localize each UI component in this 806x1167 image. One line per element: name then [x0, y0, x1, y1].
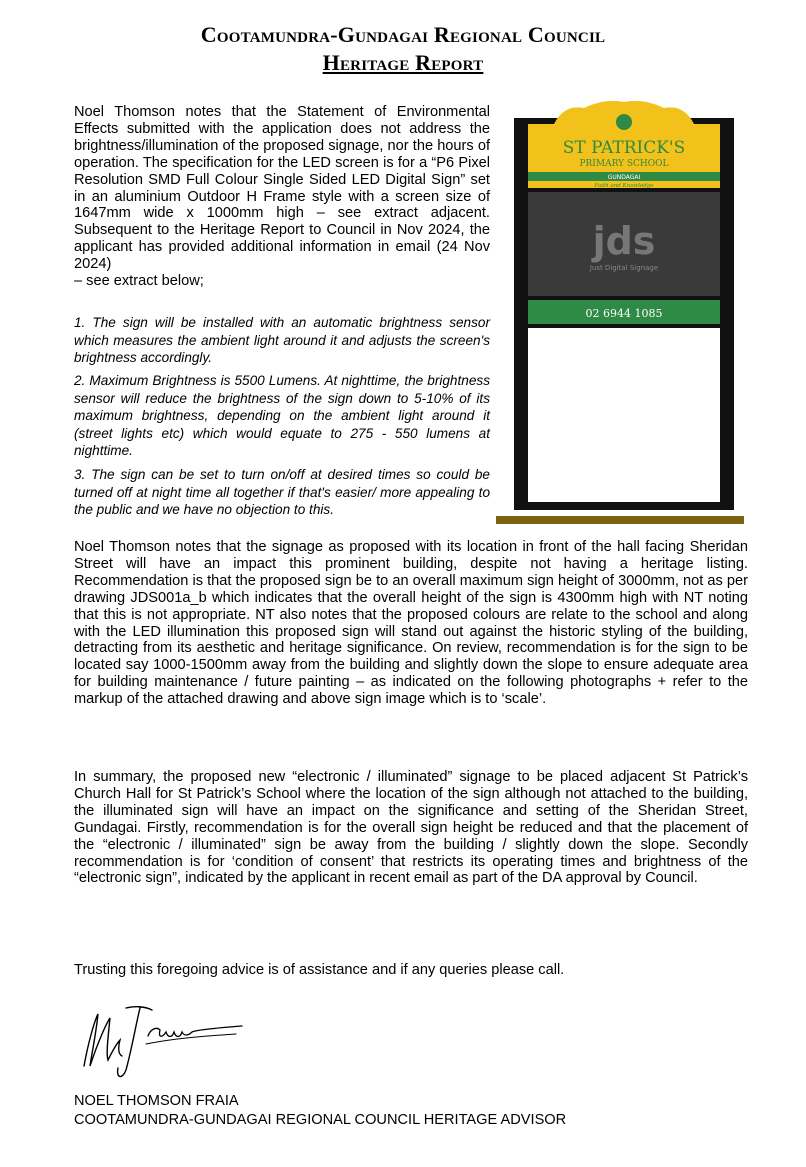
- report-org-title: Cootamundra-Gundagai Regional Council: [200, 22, 606, 47]
- email-extract-item-3: 3. The sign can be set to turn on/off at desired times so could be turned off at night time all together if that's easier/ more appealing to the public and we have no objection to this.: [74, 467, 490, 518]
- signature: [76, 1004, 246, 1084]
- paragraph-intro-text: Noel Thomson notes that the Statement of Environmental Effects submitted with the application does not address the brightness/illumination of the proposed signage, nor the hours of operation. The specification for the LED screen is for a “P6 Pixel Resolution SMD Full Colour Single Sided LED Digital Sign” set in an aluminium Outdoor H Frame style with a screen size of 1647mm wide x 1000mm high – see extract adjacent. Subsequent to the Heritage Report to Council in Nov 2024, the applicant has provided additional information in email (24 Nov 2024): [74, 104, 490, 273]
- paragraph-intro-tail: – see extract below;: [74, 273, 204, 290]
- screen-tagline: Just Digital Signage: [589, 264, 659, 272]
- sign-illustration: [494, 96, 748, 526]
- email-extract-item-2: 2. Maximum Brightness is 5500 Lumens. At nighttime, the brightness sensor will reduce the brightness of the sign down to 5-10% of its maximum brightness, depending on the ambient light around it (street lights etc) which would equate to 275 - 550 lumens at nighttime.: [74, 373, 490, 459]
- school-name: ST PATRICK'S: [562, 138, 686, 158]
- school-sub: PRIMARY SCHOOL: [579, 159, 669, 169]
- paragraph-closing: Trusting this foregoing advice is of assistance and if any queries please call.: [74, 962, 565, 978]
- report-title: Heritage Report: [322, 50, 484, 75]
- email-extract-item-1: 1. The sign will be installed with an automatic brightness sensor which measures the ambient light around it and adjusts the screen's brightness accordingly.: [74, 315, 490, 366]
- paragraph-summary: In summary, the proposed new “electronic / illuminated” signage to be placed adjacent St Patrick’s Church Hall for St Patrick’s School where the location of the sign although not attached to the building, the illuminated sign will have an impact on the significance and setting of the Sheridan Street, Gundagai. Firstly, recommendation is for the overall sign height be reduced and that the placement of the “electronic / illuminated” sign be away from the building / slightly down the slope. Secondly recommendation is for ‘condition of consent’ that restricts its operating times and brightness of the “electronic sign”, indicated by the applicant in recent email as part of the DA approval by Council.: [74, 769, 748, 887]
- school-crest-icon: [615, 113, 633, 131]
- paragraph-intro: [74, 104, 490, 290]
- signer-role: COOTAMUNDRA-GUNDAGAI REGIONAL COUNCIL HERITAGE ADVISOR: [74, 1112, 567, 1128]
- handwritten-signature-image: [76, 1004, 246, 1084]
- signer-name: NOEL THOMSON FRAIA: [74, 1093, 239, 1109]
- paragraph-recommendation: Noel Thomson notes that the signage as proposed with its location in front of the hall facing Sheridan Street will have an impact this prominent building, despite not having a heritage listing. Recommendation is that the proposed sign be to an overall maximum sign height of 3000mm, not as per drawing JDS001a_b which indicates that the overall height of the sign is 4300mm high with NT noting that this is not appropriate. NT also notes that the proposed colours are relate to the school and along with the LED illumination this proposed sign will stand out against the historic styling of the building, detracting from its aesthetic and heritage significance. On review, recommendation is for the sign to be located say 1000-1500mm away from the building and slightly down the slope to ensure adequate area for building maintenance / future painting – as indicated on the following photographs + refer to the markup of the attached drawing and above sign image which is to ‘scale’.: [74, 539, 748, 708]
- location-text: GUNDAGAI: [607, 174, 641, 181]
- phone-number: 02 6944 1085: [585, 307, 663, 320]
- blank-panel: [528, 328, 720, 502]
- motto-text: Faith and Knowledge: [594, 183, 654, 189]
- sign-base: [496, 516, 744, 524]
- sign-image: [494, 96, 748, 526]
- screen-brand: jds: [592, 219, 656, 263]
